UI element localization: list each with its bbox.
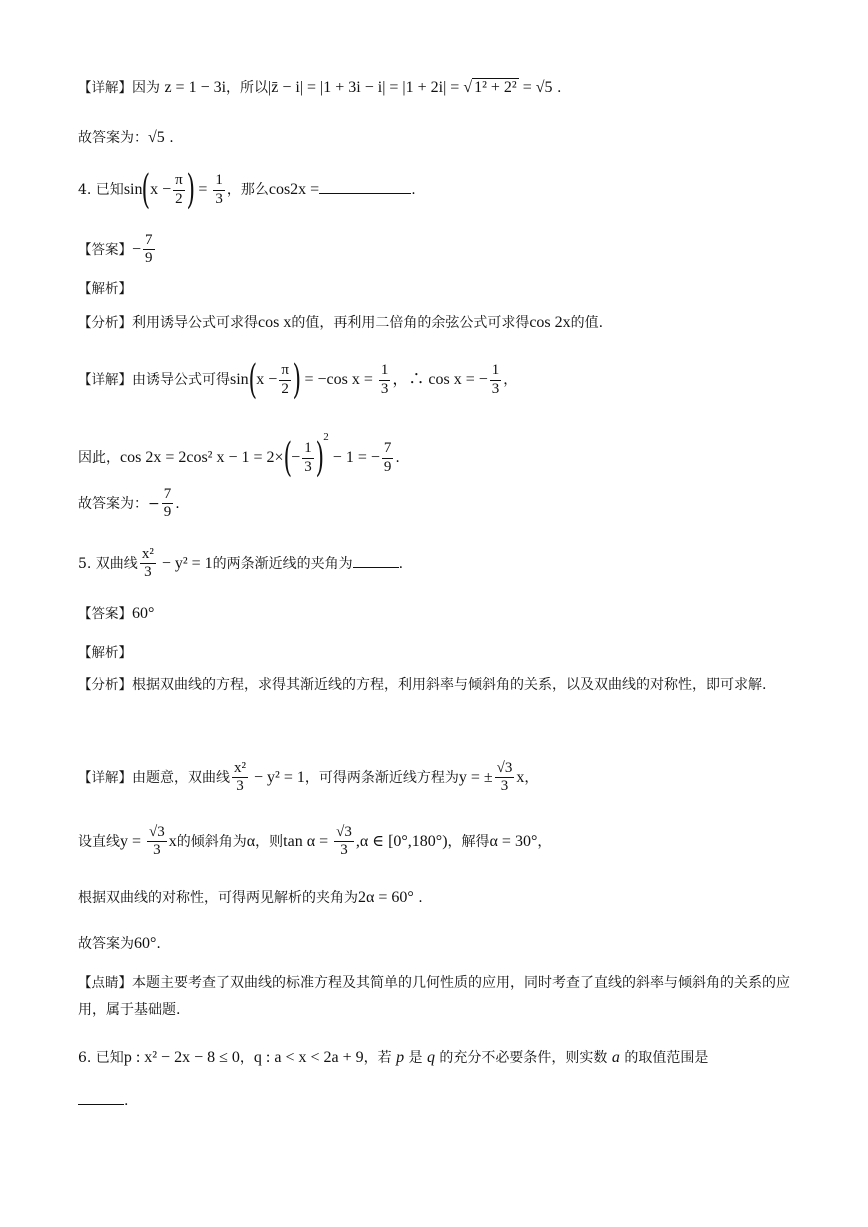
detail-line-q3: 【详解】因为 z = 1 − 3i，所以|z̄ − i| = |1 + 3i − i| = |1 + 2i| = √ 1² + 2² = √5 . [78, 79, 562, 96]
analysis-q5: 【分析】根据双曲线的方程，求得其渐近线的方程，利用斜率与倾斜角的关系，以及双曲线的对称性，即可求解. [78, 677, 767, 693]
answer-blank[interactable] [353, 553, 399, 568]
answer-blank[interactable] [78, 1090, 124, 1105]
answer-blank[interactable] [319, 179, 411, 194]
answer-q5: 【答案】60° [78, 605, 155, 622]
answer-line-q3: 故答案为：√5 . [78, 129, 174, 146]
fraction: $\frac{√3}{3}$ [149, 824, 165, 859]
detail-q4: 【详解】由诱导公式可得sin(x − $\frac{\pi}{2}$ ) = −cos x = $\frac{1}{3}$ ，∴ cos x = − $\frac{1}{3}$ ， [78, 357, 518, 403]
sqrt-expression: √ 1² + 2² [463, 79, 517, 96]
fraction: $\frac{√3}{3}$ [336, 824, 352, 859]
analysis-heading-q4: 【解析】 [78, 281, 132, 297]
fraction: $\frac{√3}{3}$ [496, 760, 513, 795]
fraction: $\frac{1}{3}$ [491, 362, 500, 397]
fraction: $\frac{\text{x²}}{3}$ [141, 546, 154, 581]
calc-q4: 因此，cos 2x = 2cos² x − 1 = 2×(− $\frac{1}{3}$ )$^2$ − 1 = − $\frac{7}{9}$ . [78, 431, 400, 481]
question-6: 6. 已知p : x² − 2x − 8 ≤ 0，q : a < x < 2a + 9，若 p 是 q 的充分不必要条件，则实数 a 的取值范围是 [78, 1049, 709, 1066]
fraction: $\frac{7}{9}$ [145, 232, 153, 267]
fraction: $\frac{\text{x²}}{3}$ [234, 760, 246, 795]
fraction: $\frac{1}{3}$ [215, 172, 223, 207]
fraction: $\frac{7}{9}$ [163, 486, 172, 521]
detail-q5: 【详解】由题意，双曲线 $\frac{\text{x²}}{3}$ − y² = 1，可得两条渐近线方程为y = ± $\frac{√3}{3}$ x， [78, 760, 539, 795]
fraction: $\frac{\pi}{2}$ [175, 172, 183, 207]
question-4: 4. 已知sin(x − $\frac{\pi}{2}$ ) = $\frac{1}{3}$ ，那么cos2x = . [78, 167, 416, 213]
setup-q5: 设直线y = $\frac{√3}{3}$ x的倾斜角为α，则tan α = $\frac{√3}{3}$ ,α ∈ [0°,180°)，解得α = 30°， [78, 824, 552, 859]
question-6-blank: . [78, 1090, 128, 1108]
fraction: $\frac{7}{9}$ [383, 440, 392, 475]
conclusion-q5: 根据双曲线的对称性，可得两见解析的夹角为2α = 60° . [78, 889, 423, 906]
answer-line-q5: 故答案为60°. [78, 935, 161, 952]
analysis-q4: 【分析】利用诱导公式可求得cos x的值，再利用二倍角的余弦公式可求得cos 2x的值. [78, 314, 604, 331]
answer-q4: 【答案】− $\frac{7}{9}$ [78, 232, 153, 267]
comment-q5: 【点睛】本题主要考查了双曲线的标准方程及其简单的几何性质的应用，同时考查了直线的斜率与倾斜角的关系的应用，属于基础题. [78, 975, 790, 1019]
question-5: 5. 双曲线 $\frac{\text{x²}}{3}$ − y² = 1的两条渐近线的夹角为 . [78, 546, 404, 581]
detail-tag: 【详解】 [78, 80, 132, 96]
answer-line-q4: 故答案为：− $\frac{7}{9}$ . [78, 486, 180, 521]
analysis-heading-q5: 【解析】 [78, 645, 132, 661]
fraction: $\frac{1}{3}$ [380, 362, 389, 397]
fraction: $\frac{1}{3}$ [304, 440, 312, 475]
fraction: $\frac{\pi}{2}$ [281, 362, 289, 397]
